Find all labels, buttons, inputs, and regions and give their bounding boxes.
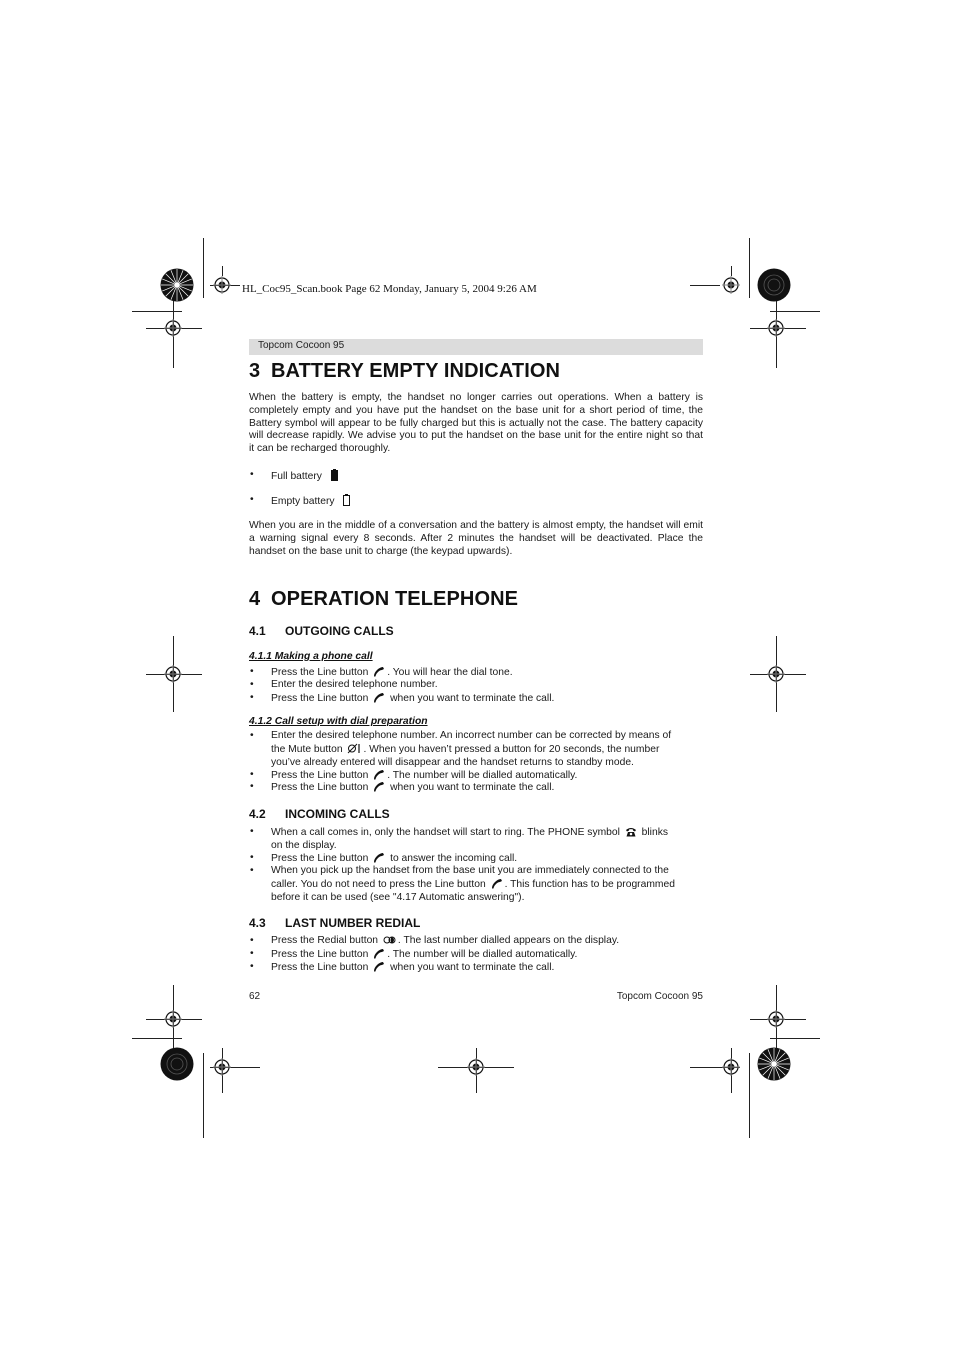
list-item: • When you pick up the handset from the base unit you are immediately connected to the caller. You do not need to press the Line button . This function has to be programmed before it can be used (see "4.17 Automatic answering"). — [250, 865, 675, 903]
registration-mark-icon — [164, 1010, 182, 1028]
phone-handset-icon — [373, 781, 385, 792]
print-slug: HL_Coc95_Scan.book Page 62 Monday, January 5, 2004 9:26 AM — [242, 283, 537, 295]
list-item: • Press the Line button . The number will be dialled automatically. — [250, 948, 578, 960]
subsection-4-3-heading: 4.3 LAST NUMBER REDIAL — [249, 916, 421, 930]
section-3-heading: 3 BATTERY EMPTY INDICATION — [249, 360, 561, 382]
list-item: • Press the Line button to answer the incoming call. — [250, 852, 518, 864]
registration-mark-icon — [722, 1058, 740, 1076]
subsection-4-1-2-heading: 4.1.2 Call setup with dial preparation — [249, 716, 428, 727]
registration-mark-icon — [213, 276, 231, 294]
dark-target-icon — [160, 1047, 194, 1081]
battery-intro-paragraph: When the battery is empty, the handset no longer carries out operations. When a battery is completely empty and you have put the handset on the base unit for a short period of time, the Battery symbol will appear to be fully charged but this is actually not the case. The battery capacity will decrease rapidly. We advise you to put the handset on the base unit for the entire night so that it can be recharged thoroughly. — [249, 392, 703, 455]
redial-icon — [383, 935, 396, 945]
list-item: • Enter the desired telephone number. — [250, 679, 438, 690]
mute-icon — [347, 743, 361, 754]
registration-mark-icon — [164, 665, 182, 683]
list-item-full-battery: • Full battery — [249, 469, 703, 484]
phone-handset-icon — [491, 878, 503, 889]
footer-product: Topcom Cocoon 95 — [616, 991, 703, 1002]
list-item: • Press the Line button when you want to terminate the call. — [250, 781, 555, 793]
registration-mark-icon — [767, 665, 785, 683]
running-header — [249, 339, 703, 355]
phone-handset-icon — [373, 961, 385, 972]
subsection-4-2-heading: 4.2 INCOMING CALLS — [249, 807, 390, 821]
registration-mark-icon — [467, 1058, 485, 1076]
phone-handset-icon — [373, 769, 385, 780]
list-item: • Press the Line button when you want to terminate the call. — [250, 692, 555, 704]
dark-target-icon — [757, 268, 791, 302]
registration-mark-icon — [164, 319, 182, 337]
list-item: • Press the Line button when you want to terminate the call. — [250, 961, 555, 973]
running-header-title: Topcom Cocoon 95 — [258, 340, 345, 351]
registration-mark-icon — [767, 1010, 785, 1028]
page-number: 62 — [249, 991, 261, 1002]
registration-mark-icon — [213, 1058, 231, 1076]
phone-handset-icon — [373, 666, 385, 677]
subsection-4-1-heading: 4.1 OUTGOING CALLS — [249, 624, 394, 638]
list-item: • Enter the desired telephone number. An incorrect number can be corrected by means of the Mute button . When you haven’t pressed a button for 20 seconds, the number you’ve already entered will disappear and the handset returns to standby mode. — [250, 730, 672, 768]
registration-mark-icon — [767, 319, 785, 337]
phone-handset-icon — [373, 692, 385, 703]
section-4-heading: 4 OPERATION TELEPHONE — [249, 588, 519, 610]
battery-full-icon — [331, 469, 338, 481]
phone-handset-icon — [373, 852, 385, 863]
battery-empty-icon — [343, 494, 350, 506]
star-target-icon — [757, 1047, 791, 1081]
phone-icon — [625, 826, 637, 837]
list-item: • When a call comes in, only the handset will start to ring. The PHONE symbol blinks on the display. — [250, 826, 668, 851]
list-item: • Press the Line button . The number will be dialled automatically. — [250, 769, 578, 781]
phone-handset-icon — [373, 948, 385, 959]
battery-warning-paragraph: When you are in the middle of a conversation and the battery is almost empty, the handset will emit a warning signal every 8 seconds. After 2 minutes the handset will be deactivated. Place the handset on the base unit to charge (the keypad upwards). — [249, 520, 703, 557]
list-item: • Press the Line button . You will hear the dial tone. — [250, 666, 513, 678]
list-item-empty-battery: • Empty battery — [249, 494, 703, 509]
subsection-4-1-1-heading: 4.1.1 Making a phone call — [249, 651, 373, 662]
registration-mark-icon — [722, 276, 740, 294]
list-item: • Press the Redial button . The last number dialled appears on the display. — [250, 935, 620, 946]
star-target-icon — [160, 268, 194, 302]
